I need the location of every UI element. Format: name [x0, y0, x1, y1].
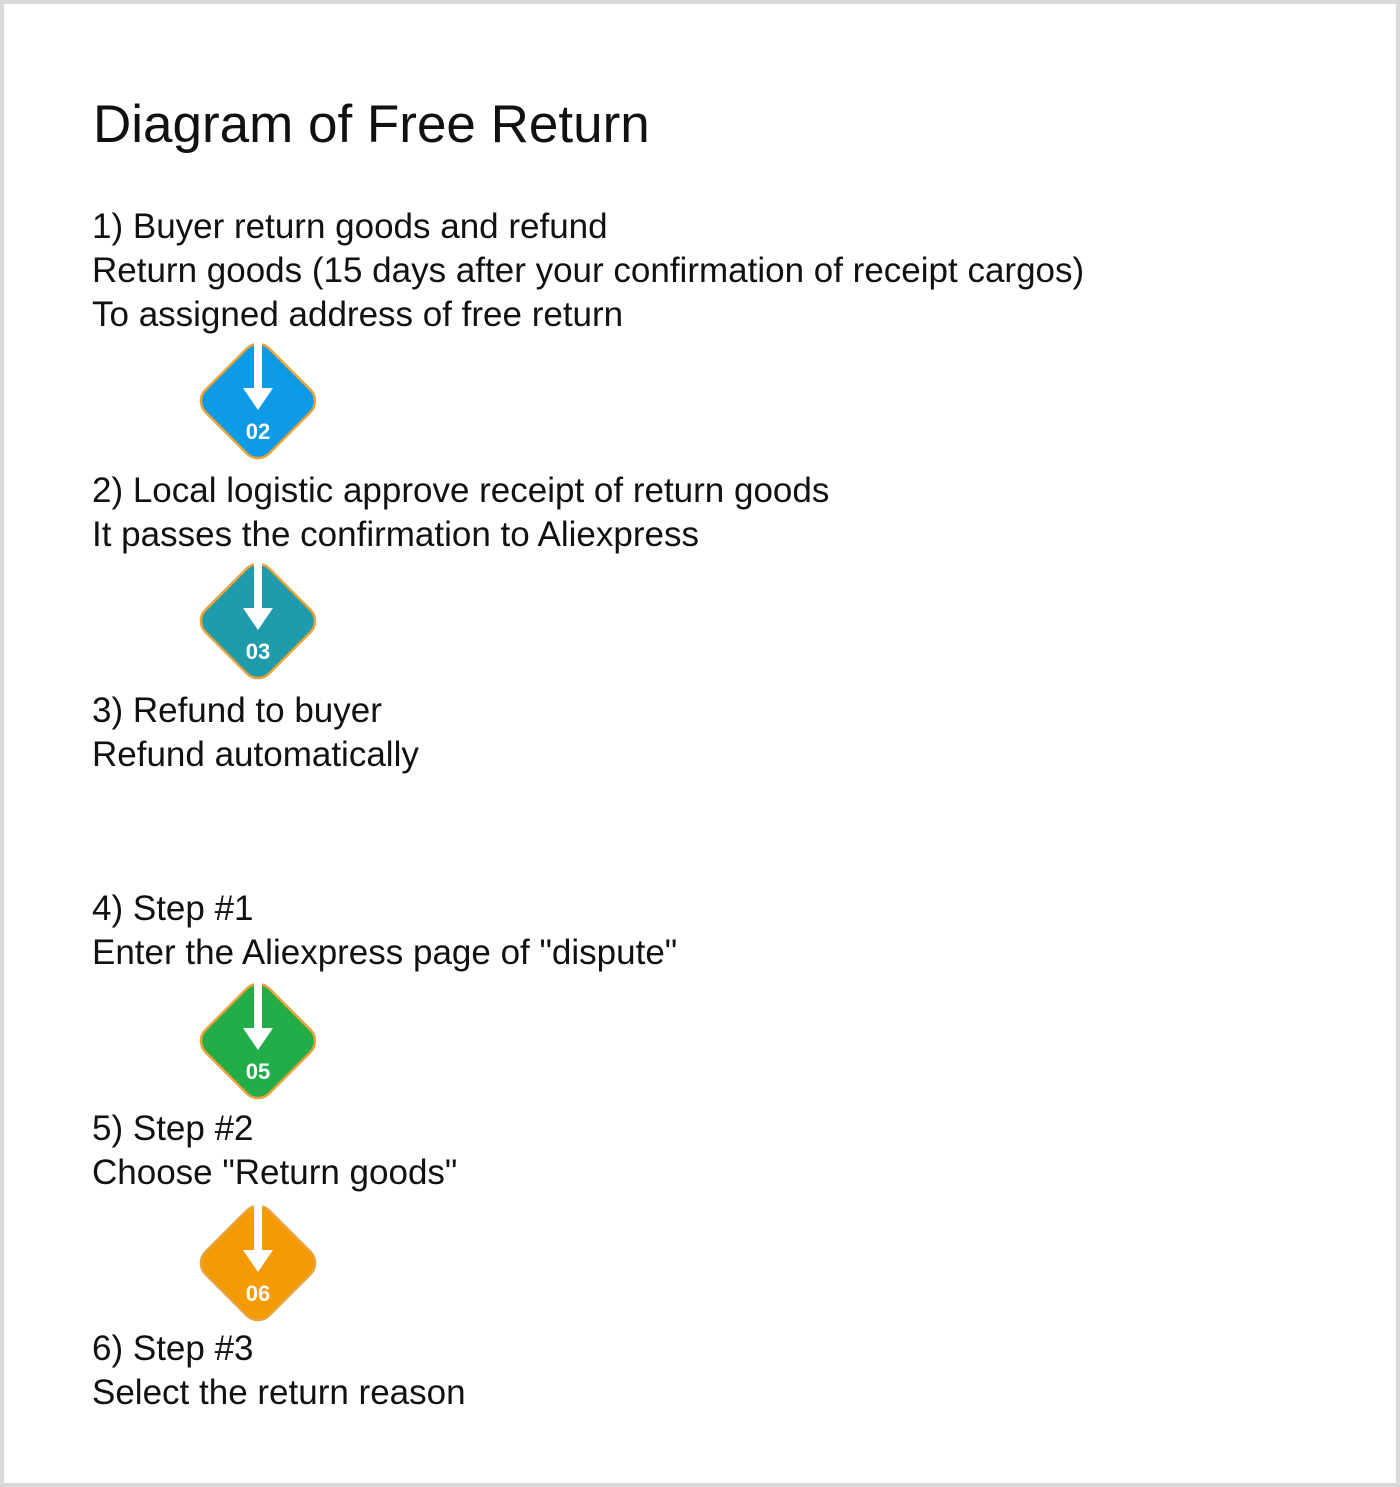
step-3	[92, 689, 419, 777]
step-6-heading: 6) Step #3	[92, 1329, 254, 1368]
step-badge-03	[193, 556, 323, 686]
badge-06-number: 06	[245, 1281, 271, 1306]
step-3-detail-1: Refund automatically	[92, 735, 419, 774]
step-5-detail-1: Choose "Return goods"	[92, 1153, 458, 1192]
step-badge-02	[193, 336, 323, 466]
step-5	[92, 1107, 457, 1195]
step-2	[92, 469, 829, 557]
step-5-heading: 5) Step #2	[92, 1109, 254, 1148]
step-1-detail-2: To assigned address of free return	[92, 295, 624, 334]
step-1	[92, 205, 1084, 337]
step-6-detail-1: Select the return reason	[92, 1373, 466, 1412]
step-1-detail-1: Return goods (15 days after your confirmation of receipt cargos)	[92, 251, 1085, 290]
step-4-heading: 4) Step #1	[92, 889, 254, 928]
badge-02-number: 02	[245, 419, 271, 444]
page-title: Diagram of Free Return	[93, 95, 650, 154]
badge-03-number: 03	[245, 639, 271, 664]
step-4-detail-1: Enter the Aliexpress page of "dispute"	[92, 933, 678, 972]
step-3-heading: 3) Refund to buyer	[92, 691, 382, 730]
step-2-detail-1: It passes the confirmation to Aliexpress	[92, 515, 699, 554]
step-4	[92, 887, 677, 975]
step-2-heading: 2) Local logistic approve receipt of return goods	[92, 471, 830, 510]
step-badge-05	[193, 976, 323, 1106]
step-badge-06	[193, 1198, 323, 1328]
step-6	[92, 1327, 466, 1415]
step-1-heading: 1) Buyer return goods and refund	[92, 207, 608, 246]
badge-05-number: 05	[245, 1059, 271, 1084]
